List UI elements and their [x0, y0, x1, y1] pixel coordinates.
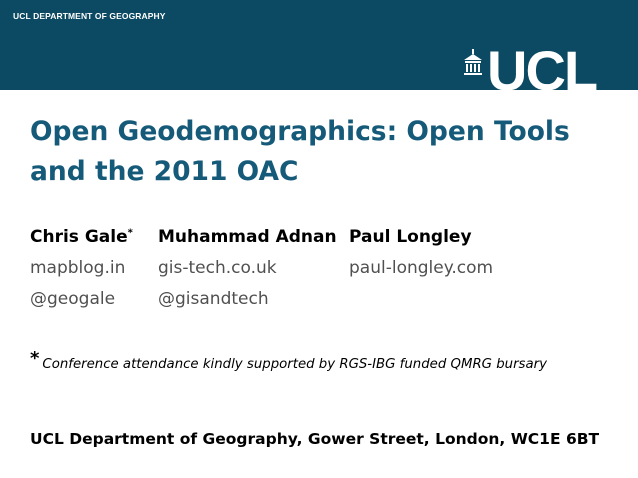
- author-footnote-marker: *: [127, 227, 133, 239]
- author-name: Chris Gale*: [30, 227, 133, 247]
- footnote-marker: *: [30, 348, 40, 369]
- department-label: UCL DEPARTMENT OF GEOGRAPHY: [13, 11, 166, 21]
- author-column: [349, 225, 493, 287]
- author-column: [158, 225, 337, 318]
- author-website: mapblog.in: [30, 258, 126, 278]
- department-address: UCL Department of Geography, Gower Street, London, WC1E 6BT: [30, 430, 600, 448]
- author-name: Muhammad Adnan: [158, 227, 337, 247]
- author-twitter-handle: @geogale: [30, 289, 116, 309]
- author-name: Paul Longley: [349, 227, 472, 247]
- author-website: gis-tech.co.uk: [158, 258, 277, 278]
- title-line-1: Open Geodemographics: Open Tools: [30, 116, 570, 147]
- slide-header: [0, 0, 638, 90]
- ucl-logo: [463, 46, 608, 90]
- footnote-text: Conference attendance kindly supported by RGS-IBG funded QMRG bursary: [42, 357, 547, 372]
- ucl-logo-text: UCL: [487, 46, 597, 90]
- footnote: [30, 348, 547, 373]
- slide-title: [30, 112, 630, 192]
- title-line-2: and the 2011 OAC: [30, 156, 299, 187]
- author-website: paul-longley.com: [349, 258, 494, 278]
- portico-icon: [464, 49, 482, 75]
- author-twitter-handle: @gisandtech: [158, 289, 269, 309]
- author-column: [30, 225, 133, 318]
